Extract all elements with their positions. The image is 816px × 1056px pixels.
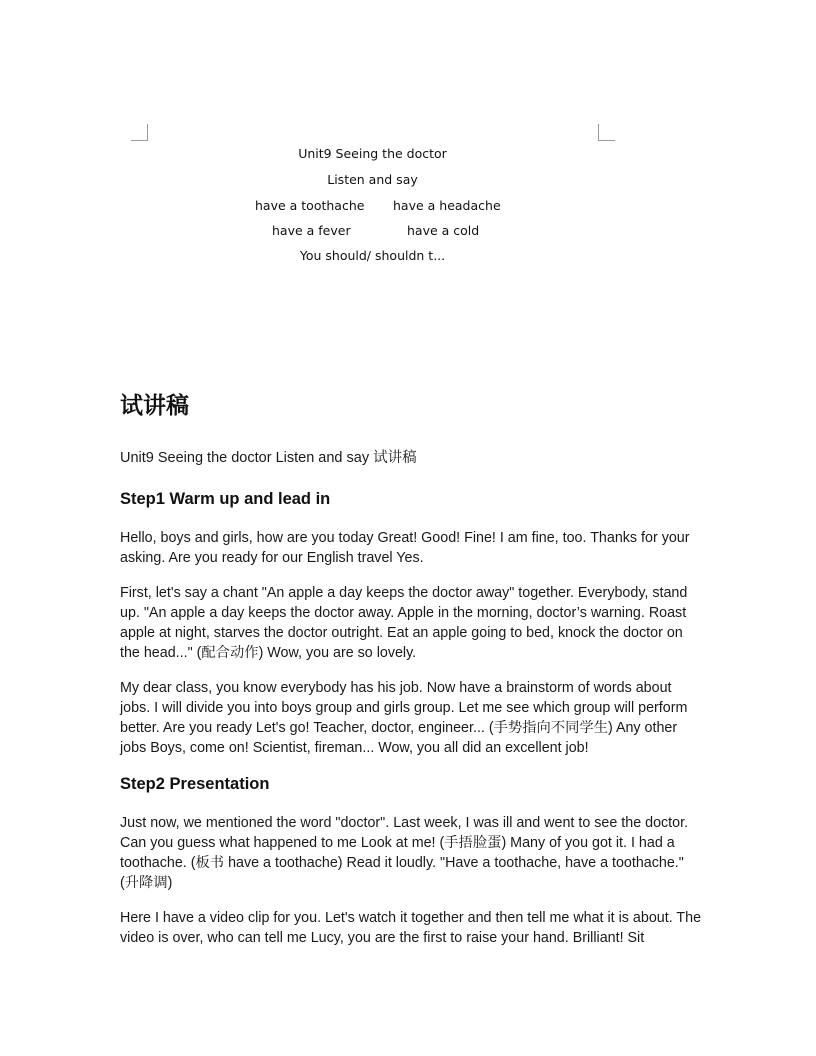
step2-paragraph-1: Just now, we mentioned the word "doctor". Last week, I was ill and went to see the doctor. Can you guess what happened to me Look at me! (手捂脸蛋) Many of you got it. I had a toothache. (板书 have a toothache) Read it loudly. "Have a toothache, have a toothache." (升降调) xyxy=(120,815,689,891)
step2-paragraph-2: Here I have a video clip for you. Let's watch it together and then tell me what it is about. The video is over, who can tell me Lucy, you are the first to raise your hand. Brilliant! Sit xyxy=(120,910,702,946)
document-body xyxy=(120,390,705,963)
board-sentence: You should/ shouldn t... xyxy=(299,248,446,263)
phrase-cold: have a cold xyxy=(407,223,480,238)
phrase-toothache: have a toothache xyxy=(255,198,365,213)
step1-paragraph-3: My dear class, you know everybody has his job. Now have a brainstorm of words about jobs. I will divide you into boys group and girls group. Let me see which group will perform better. Are you ready Let's go! Teacher, doctor, engineer... (手势指向不同学生) Any other jobs Boys, come on! Scientist, fireman... Wow, you all did an excellent job! xyxy=(120,680,688,756)
phrase-fever: have a fever xyxy=(272,223,351,238)
phrase-headache: have a headache xyxy=(393,198,501,213)
crop-mark-top-right xyxy=(598,124,615,141)
crop-mark-top-left xyxy=(131,124,148,141)
step2-heading: Step2 Presentation xyxy=(120,775,270,793)
step1-paragraph-1: Hello, boys and girls, how are you today Great! Good! Fine! I am fine, too. Thanks for your asking. Are you ready for our English travel Yes. xyxy=(120,530,690,566)
step1-paragraph-2: First, let's say a chant "An apple a day keeps the doctor away" together. Everybody, stand up. "An apple a day keeps the doctor away. Apple in the morning, doctor’s warning. Roast apple at night, starves the doctor outright. Eat an apple going to bed, knock the doctor on the head..." (配合动作) Wow, you are so lovely. xyxy=(120,585,688,661)
document-title: 试讲稿 xyxy=(120,392,189,419)
document-subtitle: Unit9 Seeing the doctor Listen and say 试讲稿 xyxy=(120,450,417,466)
board-title: Unit9 Seeing the doctor xyxy=(298,146,447,161)
step1-heading: Step1 Warm up and lead in xyxy=(120,490,331,508)
board-subtitle: Listen and say xyxy=(327,172,418,187)
